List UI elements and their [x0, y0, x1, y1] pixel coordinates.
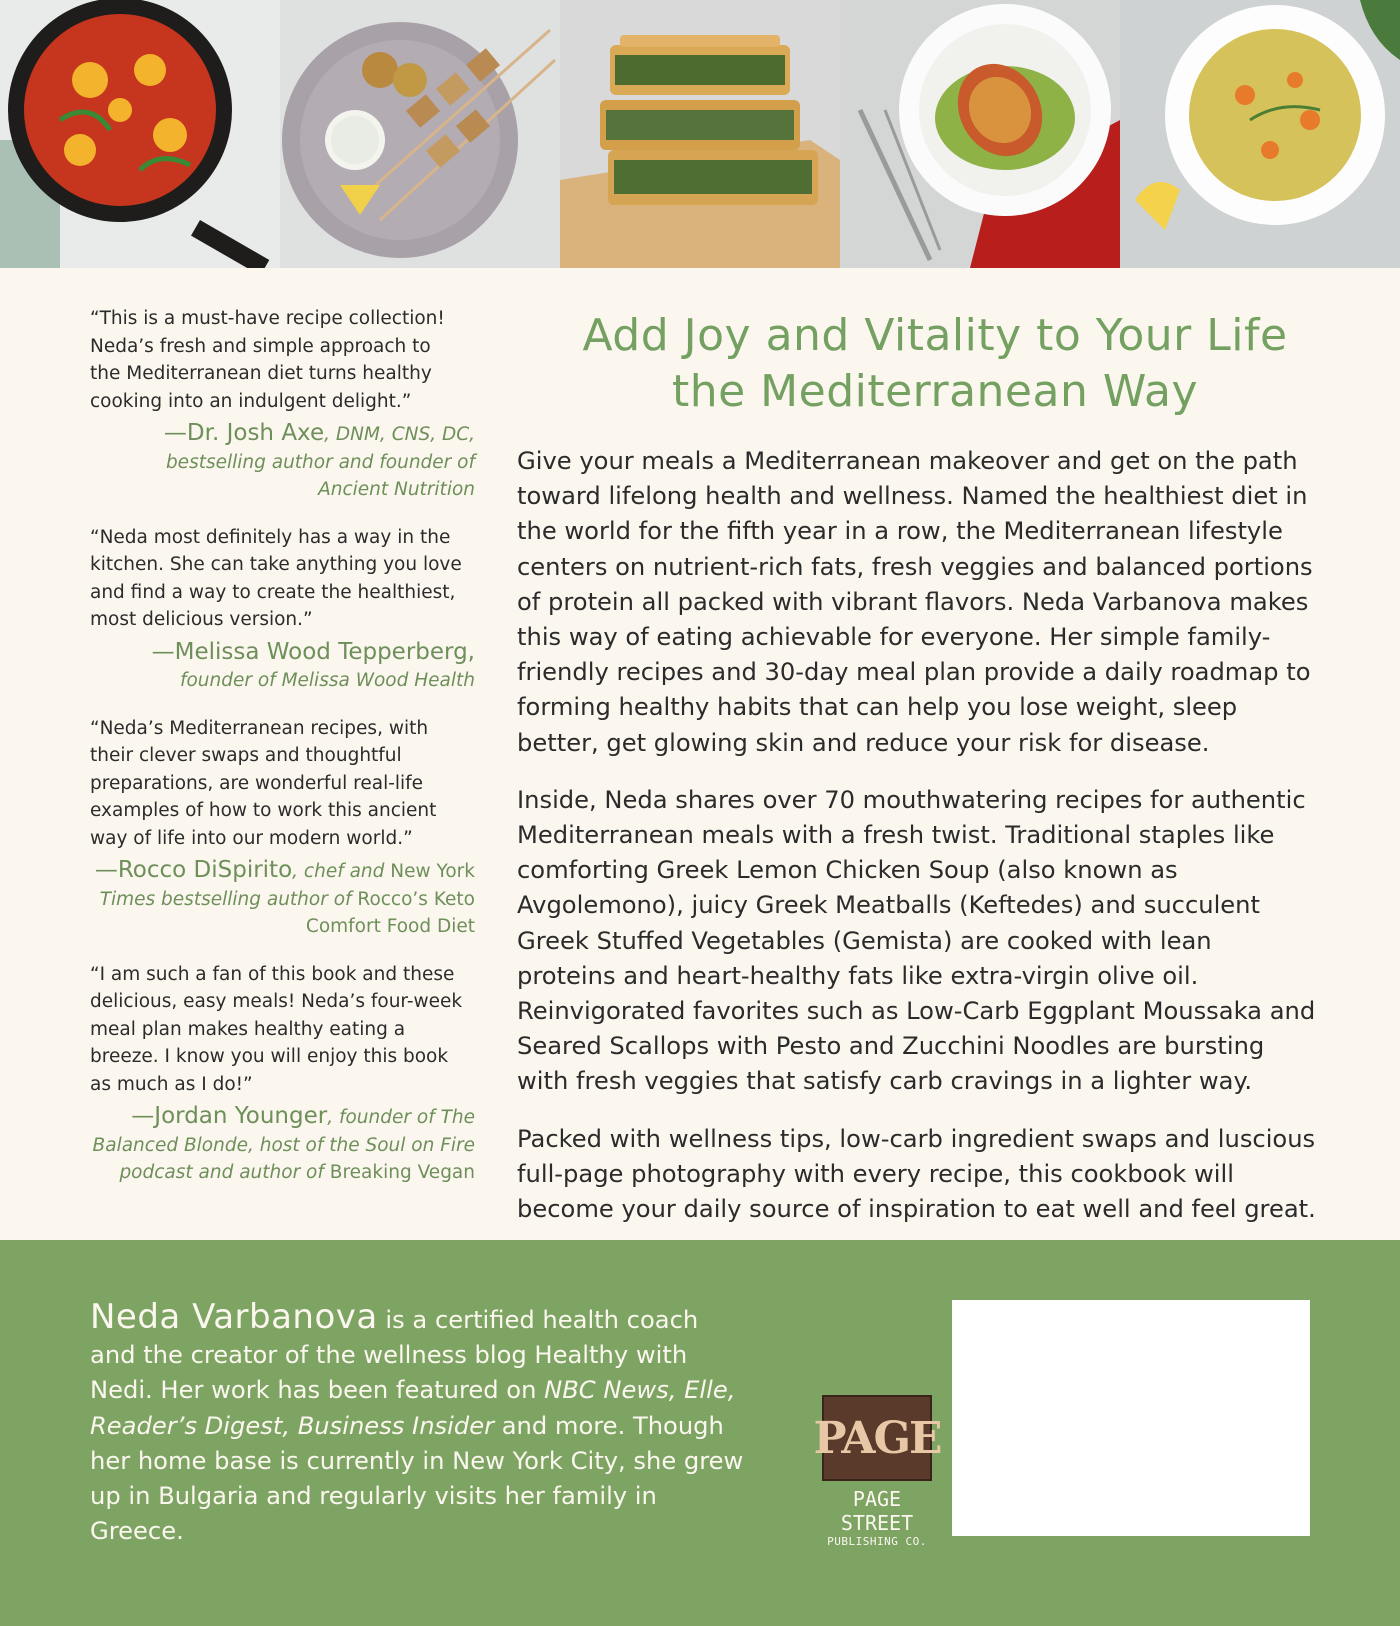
description-paragraph-2: Inside, Neda shares over 70 mouthwatering recipes for authentic Mediterranean meals with a fresh twist. Traditional staples like comforting Greek Lemon Chicken Soup (also known as Avgolemono), juicy Greek Meatballs (Keftedes) and succulent Greek Stuffed Vegetables (Gemista) are cooked with lean proteins and heart-healthy fats like extra-virgin olive oil. Reinvigorated favorites such as Low-Carb Eggplant Moussaka and Seared Scallops with Pesto and Zucchini Noodles are bursting with fresh veggies that satisfy carb cravings in a lighter way. [517, 785, 1316, 1096]
photo-strip [0, 0, 1400, 268]
endorser-name: —Rocco DiSpirito [94, 857, 293, 883]
page-type-logo-icon: PAGE [822, 1395, 932, 1481]
photo-chicken-zoodles [840, 0, 1120, 268]
description-paragraph-1: Give your meals a Mediterranean makeover and get on the path toward lifelong health and wellness. Named the healthiest diet in the world for the fifth year in a row, the Mediterranean lifestyle centers on nutrient-rich fats, fresh veggies and balanced portions of protein all packed with vibrant flavors. Neda Varbanova makes this way of eating achievable for everyone. Her simple family-friendly recipes and 30-day meal plan provide a daily roadmap to forming healthy habits that can help you lose weight, sleep better, get glowing skin and reduce your risk for disease. [517, 447, 1313, 757]
photo-shakshuka-skillet [0, 0, 280, 268]
photo-lemon-soup [1120, 0, 1400, 268]
endorsement-younger [90, 961, 475, 1187]
soup-image [1120, 0, 1400, 268]
spinach-pie-image [560, 0, 840, 268]
endorser-name: —Melissa Wood Tepperberg, [151, 638, 475, 665]
quote-attribution [90, 1103, 475, 1187]
endorser-title: bestselling author and founder of Ancient Nutrition [165, 451, 475, 500]
endorser-name: —Jordan Younger [131, 1103, 328, 1129]
bio-part-2: and more. Though her home base is currently in New York City, she grew up in Bulgaria and regularly visits her family in Greece. [90, 1411, 744, 1546]
endorser-name: —Dr. Josh Axe [163, 420, 325, 446]
quote-text: “I am such a fan of this book and these delicious, easy meals! Neda’s four-week meal plan makes healthy eating a breeze. I know you will enjoy this book as much as I do!” [90, 963, 463, 1095]
headline-line-2: the Mediterranean Way [671, 366, 1199, 417]
publisher-name: PAGE STREET [840, 1487, 914, 1535]
author-name: Neda Varbanova [90, 1297, 378, 1337]
endorsements [90, 305, 475, 1207]
photo-chicken-skewers [280, 0, 560, 268]
description-paragraph-3: Packed with wellness tips, low-carb ingredient swaps and luscious full-page photography with every recipe, this cookbook will become your daily source of inspiration to eat well and feel great. [517, 1124, 1316, 1224]
zoodles-image [840, 0, 1120, 268]
quote-attribution [90, 639, 475, 695]
endorser-credentials: , DNM, CNS, DC, [324, 424, 475, 445]
quote-attribution [90, 420, 475, 504]
endorser-title-a: , founder of The Balanced Blonde, host of the Soul on Fire podcast and author of [92, 1107, 475, 1183]
skewers-image [280, 0, 560, 268]
quote-text: “Neda most definitely has a way in the kitchen. She can take anything you love and find a way to create the healthiest, most delicious version.” [90, 526, 462, 630]
barcode-placeholder [952, 1300, 1310, 1536]
endorsement-dispirito [90, 715, 475, 941]
endorsement-axe [90, 305, 475, 504]
endorser-title: founder of Melissa Wood Health [179, 670, 475, 691]
author-footer [0, 1240, 1400, 1626]
publisher-sub: PUBLISHING CO. [827, 1535, 927, 1548]
description [517, 444, 1317, 1249]
publisher-logo [813, 1395, 941, 1548]
headline [505, 308, 1365, 420]
photo-spinach-pie [560, 0, 840, 268]
bio-publications: NBC News, Elle, Reader’s Digest, Business Insider [90, 1376, 736, 1440]
endorser-title-c: Times bestselling author of [99, 888, 358, 910]
endorser-title-a: , chef and [292, 861, 391, 882]
headline-line-1: Add Joy and Vitality to Your Life [582, 310, 1288, 361]
shakshuka-image [0, 0, 280, 268]
quote-text: “Neda’s Mediterranean recipes, with their clever swaps and thoughtful preparations, are wonderful real-life examples of how to work this ancient way of life into our modern world.” [90, 717, 437, 849]
quote-text: “This is a must-have recipe collection! Neda’s fresh and simple approach to the Mediterranean diet turns healthy cooking into an indulgent delight.” [90, 308, 445, 412]
bio-part-1: is a certified health coach and the creator of the wellness blog Healthy with Nedi. Her work has been featured on [90, 1306, 699, 1405]
quote-attribution [90, 857, 475, 941]
endorser-title-b: New York [390, 861, 475, 882]
endorsement-tepperberg [90, 524, 475, 695]
endorser-title-b: Breaking Vegan [329, 1162, 475, 1183]
author-bio [90, 1297, 750, 1549]
endorser-title-d: Rocco’s Keto Comfort Food Diet [305, 888, 475, 937]
